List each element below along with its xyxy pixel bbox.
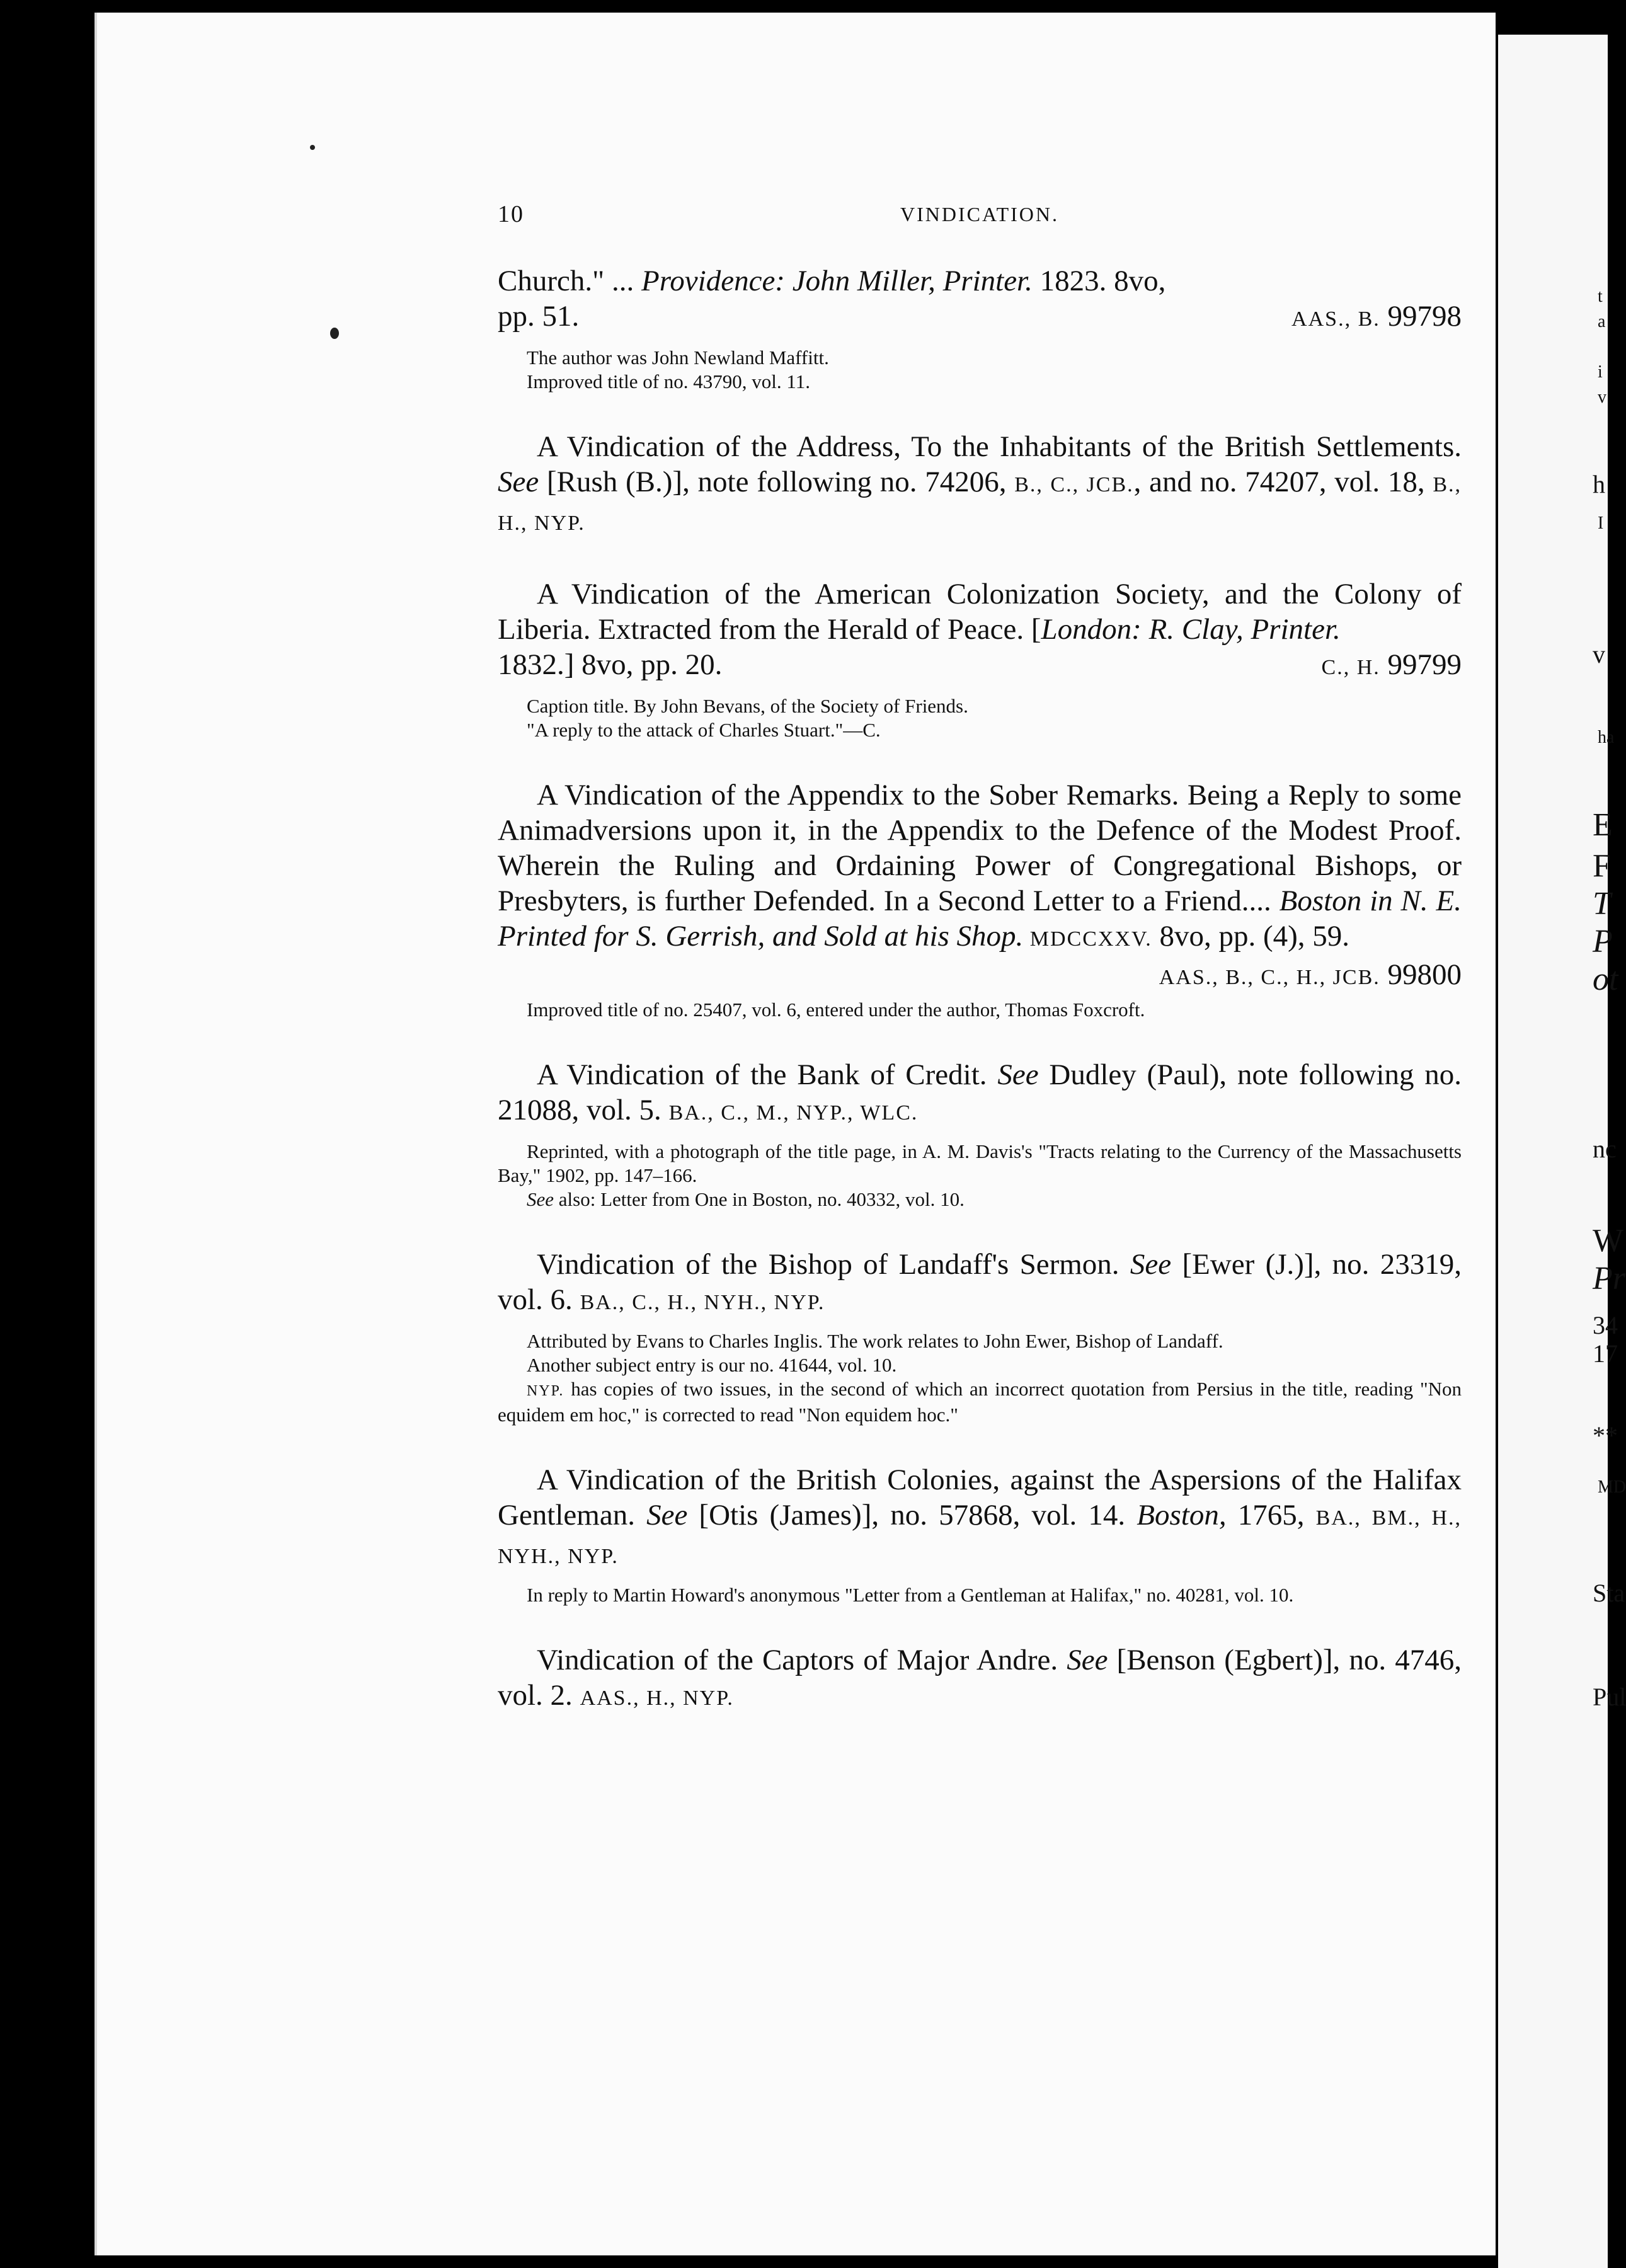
- facing-text: F: [1593, 848, 1611, 884]
- facing-text: h: [1593, 470, 1605, 498]
- facing-page-fragment: [1498, 35, 1626, 2268]
- facing-text: ha: [1598, 728, 1615, 747]
- facing-text: MD: [1598, 1477, 1626, 1497]
- entry-note: Improved title of no. 43790, vol. 11.: [527, 370, 811, 392]
- entry-note: See also: Letter from One in Boston, no. 40332, vol. 10.: [527, 1188, 965, 1210]
- pagination: pp. 51.: [498, 300, 580, 333]
- entry-number: 99799: [1387, 648, 1462, 681]
- entry-location-row: [498, 647, 1462, 685]
- entry-text: A Vindication of the British Colonies, against the Aspersions of the Halifax Gentleman. See [Otis (James)], no. 57868, vol. 14. Boston, 1765, BA., BM., H., NYH., NYP.: [498, 1463, 1462, 1568]
- facing-text: ot: [1593, 961, 1618, 997]
- facing-text: a: [1598, 312, 1606, 331]
- facing-text: Sta: [1593, 1579, 1625, 1607]
- facing-text: 17: [1593, 1339, 1618, 1368]
- entry-text: Vindication of the Bishop of Landaff's Sermon. See [Ewer (J.)], no. 23319, vol. 6. BA., C., H., NYH., NYP.: [498, 1248, 1462, 1316]
- entry-99798: [498, 263, 1462, 394]
- entry-location-row: [498, 957, 1462, 995]
- scanned-page: [94, 13, 1496, 2255]
- entry-99799: [498, 576, 1462, 742]
- facing-text: i: [1598, 362, 1603, 382]
- entry-99800: [498, 777, 1462, 1022]
- facing-text: W: [1593, 1223, 1624, 1259]
- holding-libraries: C., H.: [1321, 656, 1380, 679]
- entry-bishop-of-landaff: [498, 1247, 1462, 1427]
- facing-text: v: [1593, 640, 1605, 668]
- entry-note: Caption title. By John Bevans, of the Society of Friends.: [527, 695, 968, 717]
- entry-number: 99800: [1387, 958, 1462, 991]
- facing-text: Pr: [1593, 1261, 1625, 1297]
- facing-text: nc: [1593, 1135, 1617, 1163]
- entry-note: "A reply to the attack of Charles Stuart."—C.: [527, 719, 881, 741]
- entry-text: A Vindication of the Address, To the Inhabitants of the British Settlements. See [Rush (B.)], note following no. 74206, B., C., JCB., and no. 74207, vol. 18, B., H., NYP.: [498, 430, 1462, 535]
- facing-text: Pul: [1593, 1683, 1626, 1711]
- page-number: 10: [498, 201, 524, 227]
- entry-number: 99798: [1387, 300, 1462, 333]
- bibliography-entries: [498, 263, 1462, 1751]
- entry-text: A Vindication of the American Colonization Society, and the Colony of Liberia. Extracted from the Herald of Peace. [London: R. Clay, Printer.: [498, 578, 1462, 646]
- holding-libraries: AAS., B.: [1291, 307, 1380, 331]
- entry-note: Attributed by Evans to Charles Inglis. The work relates to John Ewer, Bishop of Landaff.: [527, 1330, 1223, 1352]
- facing-text: 34: [1593, 1311, 1618, 1339]
- entry-british-colonies: [498, 1462, 1462, 1607]
- ink-speck: [330, 328, 339, 339]
- holding-libraries: AAS., B., C., H., JCB.: [1159, 966, 1380, 989]
- pagination: 1832.] 8vo, pp. 20.: [498, 648, 723, 681]
- entry-text: Vindication of the Captors of Major Andre. See [Benson (Egbert)], no. 4746, vol. 2. AAS., H., NYP.: [498, 1644, 1462, 1712]
- entry-address-vindication: [498, 429, 1462, 541]
- entry-note: Reprinted, with a photograph of the title page, in A. M. Davis's "Tracts relating to the Currency of the Massachusetts Bay," 1902, pp. 147–166.: [498, 1140, 1462, 1186]
- entry-note: Improved title of no. 25407, vol. 6, entered under the author, Thomas Foxcroft.: [527, 999, 1145, 1021]
- entry-location-row: [498, 299, 1462, 337]
- entry-note: In reply to Martin Howard's anonymous "Letter from a Gentleman at Halifax," no. 40281, vol. 10.: [527, 1584, 1294, 1606]
- entry-text: A Vindication of the Bank of Credit. See Dudley (Paul), note following no. 21088, vol. 5. BA., C., M., NYP., WLC.: [498, 1058, 1462, 1126]
- entry-note: NYP. has copies of two issues, in the second of which an incorrect quotation from Persius in the title, reading "Non equidem em hoc," is corrected to read "Non equidem hoc.": [498, 1378, 1462, 1426]
- running-head: [498, 200, 1462, 238]
- facing-text: v: [1598, 387, 1606, 407]
- facing-text: I: [1598, 513, 1604, 533]
- entry-text: Church." ... Providence: John Miller, Printer. 1823. 8vo,: [498, 265, 1166, 297]
- entry-captors-of-major-andre: [498, 1642, 1462, 1716]
- facing-text: P: [1593, 924, 1613, 959]
- facing-text: t: [1598, 287, 1603, 306]
- ink-speck: [310, 145, 315, 150]
- entry-bank-of-credit: [498, 1057, 1462, 1211]
- running-title: VINDICATION.: [900, 203, 1059, 226]
- facing-text: E: [1593, 807, 1613, 843]
- entry-note: The author was John Newland Maffitt.: [527, 346, 829, 369]
- entry-text: A Vindication of the Appendix to the Sober Remarks. Being a Reply to some Animadversions upon it, in the Appendix to the Defence of the Modest Proof. Wherein the Ruling and Ordaining Power of Congregational Bishops, or Presbyters, is further Defended. In a Second Letter to a Friend.... Boston in N. E. Printed for S. Gerrish, and Sold at his Shop. MDCCXXV. 8vo, pp. (4), 59.: [498, 779, 1462, 953]
- facing-text: **: [1593, 1421, 1618, 1450]
- entry-note: Another subject entry is our no. 41644, vol. 10.: [527, 1354, 897, 1376]
- facing-text: T: [1593, 886, 1611, 922]
